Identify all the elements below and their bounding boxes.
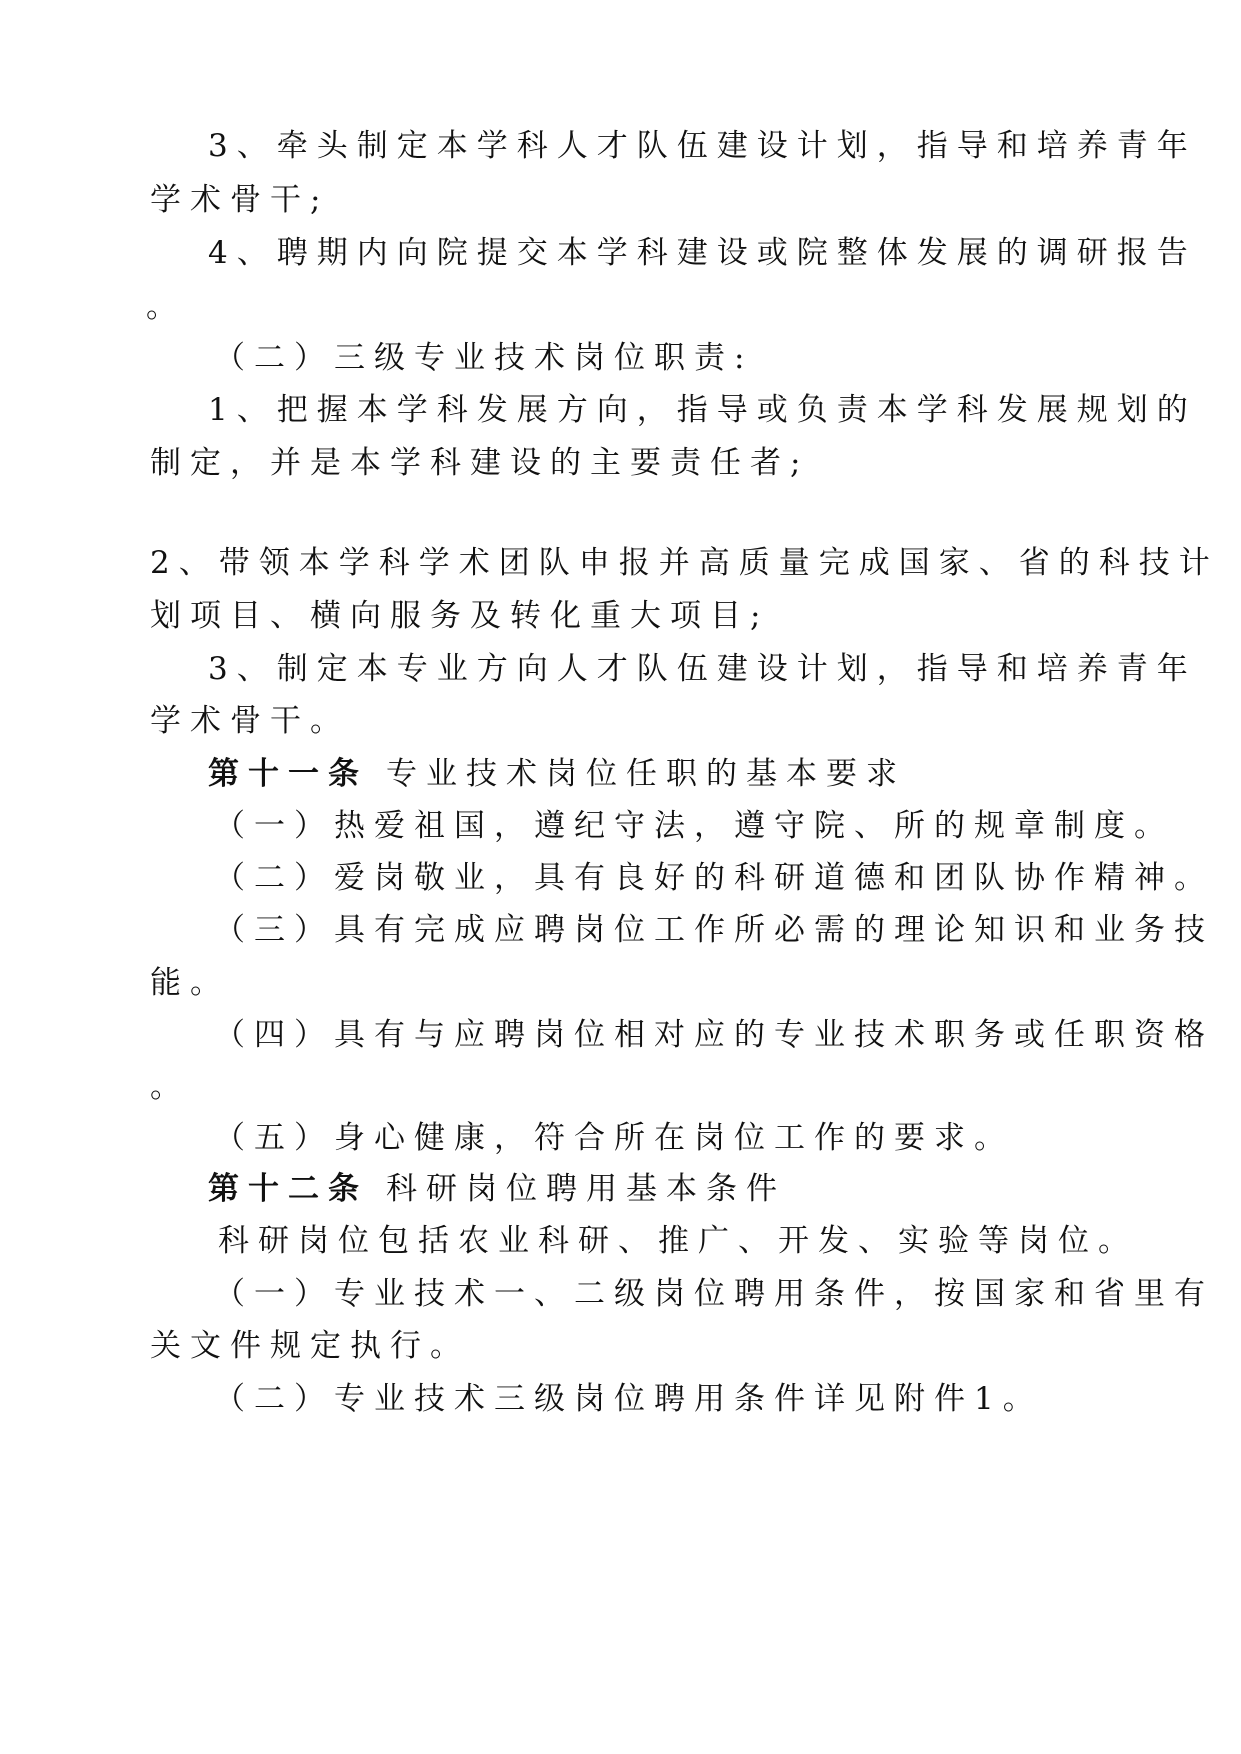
paragraph-line: 1、把握本学科发展方向，指导或负责本学科发展规划的 xyxy=(208,392,1197,428)
article-12-heading-line xyxy=(208,1171,786,1207)
article-11-number: 第十一条 xyxy=(208,756,368,792)
section-heading: （二）三级专业技术岗位职责: xyxy=(214,340,754,376)
list-item-continuation: 关文件规定执行。 xyxy=(150,1328,470,1364)
paragraph-line: 3、制定本专业方向人才队伍建设计划，指导和培养青年 xyxy=(208,651,1197,687)
paragraph-line: 。 xyxy=(146,289,186,325)
list-item: （二）专业技术三级岗位聘用条件详见附件1。 xyxy=(214,1381,1043,1417)
article-12-title: 科研岗位聘用基本条件 xyxy=(386,1171,786,1207)
article-11-heading-line xyxy=(208,756,906,792)
list-item: （一）专业技术一、二级岗位聘用条件，按国家和省里有 xyxy=(214,1276,1214,1312)
article-11-title: 专业技术岗位任职的基本要求 xyxy=(386,756,906,792)
paragraph-line: 学术骨干。 xyxy=(150,703,350,739)
paragraph-line: 2、带领本学科学术团队申报并高质量完成国家、省的科技计 xyxy=(150,545,1219,581)
list-item: （三）具有完成应聘岗位工作所必需的理论知识和业务技 xyxy=(214,912,1214,948)
list-item-continuation: 能。 xyxy=(150,965,230,1001)
paragraph-line: 科研岗位包括农业科研、推广、开发、实验等岗位。 xyxy=(218,1223,1138,1259)
list-item: （四）具有与应聘岗位相对应的专业技术职务或任职资格 xyxy=(214,1017,1214,1053)
paragraph-line: 制定，并是本学科建设的主要责任者; xyxy=(150,445,810,481)
paragraph-line: 学术骨干; xyxy=(150,182,330,218)
list-item: （五）身心健康，符合所在岗位工作的要求。 xyxy=(214,1120,1014,1156)
list-item: （二）爱岗敬业，具有良好的科研道德和团队协作精神。 xyxy=(214,860,1214,896)
list-item: （一）热爱祖国，遵纪守法，遵守院、所的规章制度。 xyxy=(214,808,1174,844)
paragraph-line: 4、聘期内向院提交本学科建设或院整体发展的调研报告 xyxy=(208,235,1197,271)
paragraph-line: 划项目、横向服务及转化重大项目; xyxy=(150,598,770,634)
article-12-number: 第十二条 xyxy=(208,1171,368,1207)
list-item-continuation: 。 xyxy=(150,1069,190,1105)
paragraph-line: 3、牵头制定本学科人才队伍建设计划，指导和培养青年 xyxy=(208,128,1197,164)
